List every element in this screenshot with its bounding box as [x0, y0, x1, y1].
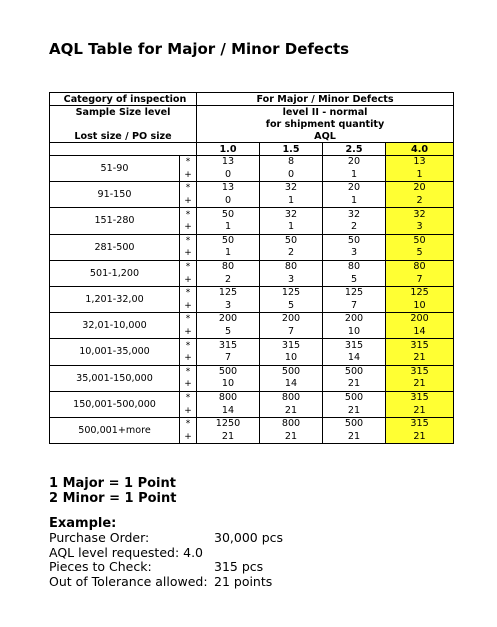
table-row	[50, 208, 454, 221]
header-for-defects: For Major / Minor Defects	[197, 93, 454, 106]
sample-size-cell: 8	[260, 156, 323, 169]
sample-size-cell: 20	[386, 182, 454, 195]
sample-size-cell: 80	[197, 260, 260, 273]
accept-number-cell: 5	[323, 273, 386, 286]
sample-size-cell: 80	[386, 260, 454, 273]
accept-number-cell: 0	[197, 169, 260, 182]
aql-level-header: 4.0	[386, 143, 454, 156]
aql-level-header: 1.5	[260, 143, 323, 156]
sample-symbol: *	[180, 391, 197, 404]
example-section	[49, 517, 283, 589]
major-points: 1 Major = 1 Point	[49, 476, 176, 491]
header-for-quantity: for shipment quantity	[197, 118, 454, 130]
tolerance-label: Out of Tolerance allowed:	[49, 573, 208, 589]
accept-number-cell: 21	[323, 430, 386, 443]
accept-number-cell: 3	[386, 221, 454, 234]
sample-size-cell: 50	[323, 234, 386, 247]
sample-size-cell: 315	[386, 391, 454, 404]
header-lot-size: Lost size / PO size	[50, 130, 197, 143]
table-row	[50, 417, 454, 430]
aql-level-header: 2.5	[323, 143, 386, 156]
accept-symbol: +	[180, 273, 197, 286]
table-row	[50, 234, 454, 247]
lot-size-range: 51-90	[50, 156, 180, 182]
sample-size-cell: 13	[197, 182, 260, 195]
accept-symbol: +	[180, 247, 197, 260]
purchase-order-value: 30,000 pcs	[214, 530, 284, 546]
sample-symbol: *	[180, 365, 197, 378]
accept-number-cell: 21	[323, 404, 386, 417]
sample-size-cell: 20	[323, 182, 386, 195]
minor-points: 2 Minor = 1 Point	[49, 490, 177, 506]
sample-size-cell: 13	[197, 156, 260, 169]
lot-size-range: 10,001-35,000	[50, 339, 180, 365]
sample-size-cell: 32	[386, 208, 454, 221]
lot-size-range: 150,001-500,000	[50, 391, 180, 417]
accept-number-cell: 10	[386, 300, 454, 313]
accept-number-cell: 5	[386, 247, 454, 260]
table-row	[50, 286, 454, 299]
lot-size-range: 501-1,200	[50, 260, 180, 286]
accept-number-cell: 14	[260, 378, 323, 391]
lot-size-range: 500,001+more	[50, 417, 180, 443]
accept-number-cell: 1	[323, 195, 386, 208]
accept-number-cell: 21	[197, 430, 260, 443]
accept-symbol: +	[180, 195, 197, 208]
accept-number-cell: 1	[323, 169, 386, 182]
accept-number-cell: 3	[260, 273, 323, 286]
sample-symbol: *	[180, 339, 197, 352]
accept-number-cell: 21	[386, 430, 454, 443]
sample-size-cell: 32	[323, 208, 386, 221]
accept-number-cell: 3	[197, 300, 260, 313]
header-sample-size: Sample Size level	[50, 106, 197, 119]
aql-level-header: 1.0	[197, 143, 260, 156]
accept-number-cell: 21	[386, 352, 454, 365]
sample-size-cell: 200	[386, 313, 454, 326]
lot-size-range: 281-500	[50, 234, 180, 260]
accept-number-cell: 7	[197, 352, 260, 365]
accept-symbol: +	[180, 378, 197, 391]
accept-symbol: +	[180, 326, 197, 339]
points-legend	[49, 477, 176, 506]
sample-size-cell: 125	[197, 286, 260, 299]
sample-symbol: *	[180, 182, 197, 195]
header-level: level II - normal	[197, 106, 454, 119]
sample-size-cell: 800	[260, 417, 323, 430]
accept-number-cell: 21	[386, 404, 454, 417]
accept-number-cell: 21	[323, 378, 386, 391]
table-row	[50, 156, 454, 169]
lot-size-range: 32,01-10,000	[50, 313, 180, 339]
aql-table	[49, 92, 454, 444]
sample-size-cell: 50	[260, 234, 323, 247]
accept-number-cell: 1	[197, 247, 260, 260]
sample-size-cell: 125	[323, 286, 386, 299]
sample-size-cell: 315	[260, 339, 323, 352]
accept-number-cell: 2	[323, 221, 386, 234]
sample-symbol: *	[180, 260, 197, 273]
tolerance-value: 21 points	[214, 573, 273, 589]
accept-number-cell: 0	[197, 195, 260, 208]
pieces-value: 315 pcs	[214, 559, 264, 575]
purchase-order-label: Purchase Order:	[49, 530, 150, 546]
accept-number-cell: 21	[260, 404, 323, 417]
lot-size-range: 35,001-150,000	[50, 365, 180, 391]
accept-number-cell: 7	[386, 273, 454, 286]
accept-number-cell: 21	[260, 430, 323, 443]
accept-number-cell: 7	[323, 300, 386, 313]
sample-size-cell: 80	[260, 260, 323, 273]
lot-size-range: 1,201-32,00	[50, 286, 180, 312]
sample-size-cell: 125	[260, 286, 323, 299]
sample-size-cell: 200	[260, 313, 323, 326]
accept-symbol: +	[180, 404, 197, 417]
sample-symbol: *	[180, 208, 197, 221]
sample-symbol: *	[180, 313, 197, 326]
accept-number-cell: 1	[260, 195, 323, 208]
table-row	[50, 365, 454, 378]
sample-size-cell: 32	[260, 182, 323, 195]
sample-size-cell: 13	[386, 156, 454, 169]
accept-number-cell: 3	[323, 247, 386, 260]
accept-number-cell: 14	[197, 404, 260, 417]
sample-size-cell: 500	[323, 391, 386, 404]
sample-size-cell: 200	[323, 313, 386, 326]
sample-size-cell: 32	[260, 208, 323, 221]
example-heading: Example:	[49, 516, 117, 531]
accept-number-cell: 21	[386, 378, 454, 391]
sample-size-cell: 500	[260, 365, 323, 378]
sample-size-cell: 500	[323, 365, 386, 378]
sample-size-cell: 315	[323, 339, 386, 352]
accept-symbol: +	[180, 221, 197, 234]
sample-size-cell: 80	[323, 260, 386, 273]
sample-size-cell: 315	[386, 339, 454, 352]
sample-size-cell: 20	[323, 156, 386, 169]
accept-number-cell: 10	[197, 378, 260, 391]
accept-symbol: +	[180, 430, 197, 443]
accept-number-cell: 10	[260, 352, 323, 365]
page-title: AQL Table for Major / Minor Defects	[49, 40, 350, 58]
sample-size-cell: 1250	[197, 417, 260, 430]
sample-symbol: *	[180, 234, 197, 247]
sample-size-cell: 315	[386, 417, 454, 430]
header-aql: AQL	[197, 130, 454, 143]
sample-size-cell: 500	[323, 417, 386, 430]
sample-size-cell: 500	[197, 365, 260, 378]
sample-size-cell: 315	[197, 339, 260, 352]
sample-symbol: *	[180, 156, 197, 169]
accept-number-cell: 2	[260, 247, 323, 260]
sample-size-cell: 50	[197, 234, 260, 247]
sample-size-cell: 800	[260, 391, 323, 404]
lot-size-range: 91-150	[50, 182, 180, 208]
accept-number-cell: 14	[323, 352, 386, 365]
accept-number-cell: 14	[386, 326, 454, 339]
table-row	[50, 339, 454, 352]
lot-size-range: 151-280	[50, 208, 180, 234]
accept-symbol: +	[180, 352, 197, 365]
sample-size-cell: 200	[197, 313, 260, 326]
accept-number-cell: 2	[386, 195, 454, 208]
pieces-label: Pieces to Check:	[49, 559, 152, 575]
sample-symbol: *	[180, 417, 197, 430]
accept-symbol: +	[180, 169, 197, 182]
accept-number-cell: 0	[260, 169, 323, 182]
accept-number-cell: 1	[260, 221, 323, 234]
table-row	[50, 391, 454, 404]
sample-size-cell: 50	[386, 234, 454, 247]
sample-size-cell: 315	[386, 365, 454, 378]
accept-number-cell: 1	[197, 221, 260, 234]
accept-number-cell: 1	[386, 169, 454, 182]
accept-number-cell: 2	[197, 273, 260, 286]
accept-symbol: +	[180, 300, 197, 313]
table-row	[50, 260, 454, 273]
accept-number-cell: 5	[260, 300, 323, 313]
sample-symbol: *	[180, 286, 197, 299]
accept-number-cell: 5	[197, 326, 260, 339]
accept-number-cell: 7	[260, 326, 323, 339]
aql-requested: AQL level requested: 4.0	[49, 544, 204, 560]
header-category: Category of inspection	[50, 93, 197, 106]
sample-size-cell: 50	[197, 208, 260, 221]
accept-number-cell: 10	[323, 326, 386, 339]
table-row	[50, 182, 454, 195]
sample-size-cell: 800	[197, 391, 260, 404]
table-row	[50, 313, 454, 326]
sample-size-cell: 125	[386, 286, 454, 299]
